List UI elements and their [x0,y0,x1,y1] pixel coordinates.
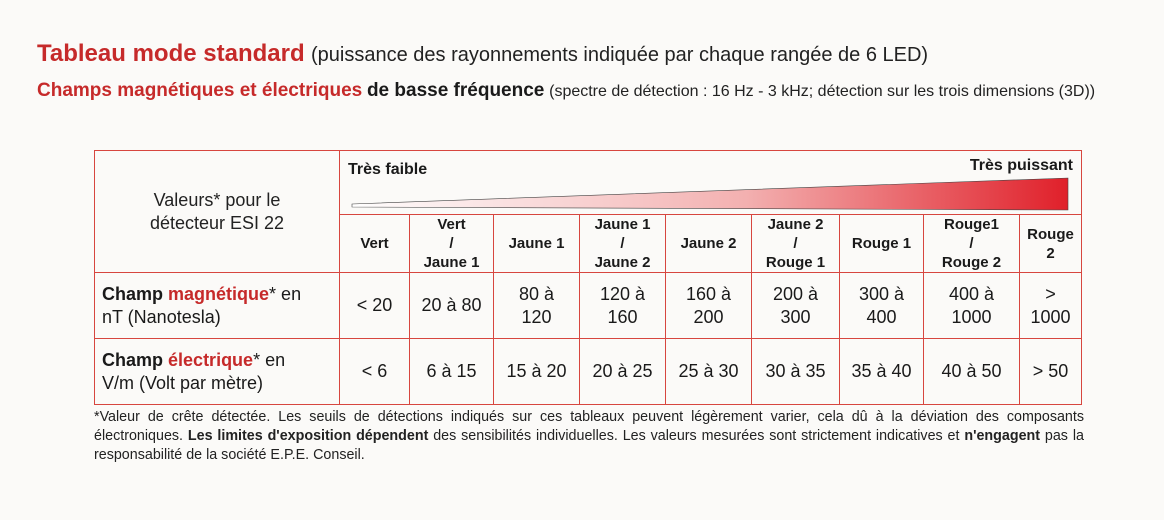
table-cell [580,273,666,339]
table-row [95,273,1082,339]
row-label-red: électrique [168,349,254,370]
table-row [95,339,1082,405]
column-header-line: Jaune 1 [508,235,565,252]
column-header [752,215,840,273]
subtitle-description: (spectre de détection : 16 Hz - 3 kHz; détection sur les trois dimensions (3D)) [549,83,1096,100]
column-header-line: Rouge1 [943,216,999,233]
table-cell [494,339,580,405]
column-header-line: Rouge 1 [765,254,826,271]
table-cell [840,339,924,405]
column-header [494,215,580,273]
cell-line: 300 [780,306,811,327]
title-bold: Tableau mode standard [37,40,305,67]
column-header-line: Jaune 1 [594,216,651,233]
row-label-red: magnétique [168,283,270,304]
column-header-line: Jaune 1 [423,254,480,271]
column-header-line: Jaune 2 [594,254,651,271]
column-header [410,215,494,273]
column-header [924,215,1020,273]
cell-line: 120 [521,306,552,327]
cell-line: 6 à 15 [426,361,477,381]
column-header-line: 2 [1046,244,1055,262]
column-header-line: Rouge [1027,225,1074,243]
cell-line: 15 à 20 [506,361,567,381]
page-subtitle [37,80,1127,103]
table-cell [1020,273,1082,339]
cell-line: > 50 [1032,361,1069,381]
cell-line: 20 à 25 [592,361,653,381]
column-header-line: Jaune 2 [680,235,737,252]
cell-line: 160 à [685,283,732,304]
row-header-electric [95,339,340,405]
table-cell [580,339,666,405]
cell-line: 30 à 35 [765,361,826,381]
cell-line: 120 à [599,283,646,304]
cell-line: > [1045,283,1056,304]
cell-line: < 20 [356,295,393,315]
column-header-line: / [449,235,454,252]
footnote-text-3: pas la responsabilité de la société E.P.E. Conseil. [94,428,1084,463]
cell-line: 35 à 40 [851,361,912,381]
cell-line: 400 [866,306,897,327]
intensity-low-label: Très faible [348,161,428,178]
table-cell [340,339,410,405]
table-cell [924,273,1020,339]
column-header-line: Vert [360,235,389,252]
table-cell [840,273,924,339]
title-description: (puissance des rayonnements indiquée par chaque rangée de 6 LED) [311,44,929,66]
cell-line: 40 à 50 [941,361,1002,381]
cell-line: 25 à 30 [678,361,739,381]
intensity-high-label: Très puissant [969,157,1073,174]
table-cell [494,273,580,339]
footnote-text-2: des sensibilités individuelles. Les valeurs mesurées sont strictement indicatives et [433,428,960,444]
column-header-line: Rouge 1 [851,235,912,252]
column-header-line: Vert [437,216,466,233]
row-label-rest: * en [269,283,302,304]
column-header [580,215,666,273]
row-label-bold: Champ [102,349,164,370]
table-cell [924,339,1020,405]
table-cell [666,273,752,339]
cell-line: < 6 [361,361,388,381]
table-cell [752,339,840,405]
table-cell [410,339,494,405]
table-cell [666,339,752,405]
column-header-line: Jaune 2 [767,216,824,233]
row-label-rest: * en [253,349,286,370]
cell-line: 1000 [1030,306,1071,327]
cell-line: 200 à [772,283,819,304]
table-cell [752,273,840,339]
footnote-text-1: *Valeur de crête détectée. Les seuils de détections indiqués sur ces tableaux peuvent légèrement varier, cela dû à la déviation des composants électroniques. [94,409,1084,444]
row-label-line2: nT (Nanotesla) [102,306,221,327]
corner-line-1: Valeurs* pour le [153,189,281,210]
cell-line: 80 à [518,283,555,304]
table-corner-cell [95,151,340,273]
cell-line: 200 [693,306,724,327]
cell-line: 20 à 80 [421,295,482,315]
column-header-line: / [969,235,974,252]
page-title [37,40,928,68]
row-label-line2: V/m (Volt par mètre) [102,372,264,393]
intensity-scale-cell [340,151,1082,215]
column-header [1020,215,1082,273]
subtitle-red: Champs magnétiques et électriques [37,80,363,101]
column-header-line: / [793,235,798,252]
column-header-line: / [620,235,625,252]
table-cell [340,273,410,339]
footnote-bold-2: n'engagent [964,428,1041,444]
footnote [94,408,1084,465]
row-header-magnetic [95,273,340,339]
subtitle-bold: de basse fréquence [366,80,545,101]
cell-line: 160 [607,306,638,327]
cell-line: 400 à [948,283,995,304]
column-header-line: Rouge 2 [941,254,1002,271]
row-label-bold: Champ [102,283,164,304]
led-thresholds-table [94,150,1082,405]
column-header [666,215,752,273]
cell-line: 300 à [858,283,905,304]
corner-line-2: détecteur ESI 22 [149,212,285,233]
table-cell [410,273,494,339]
footnote-bold-1: Les limites d'exposition dépendent [187,428,429,444]
column-header [840,215,924,273]
cell-line: 1000 [951,306,992,327]
table-cell [1020,339,1082,405]
column-header [340,215,410,273]
